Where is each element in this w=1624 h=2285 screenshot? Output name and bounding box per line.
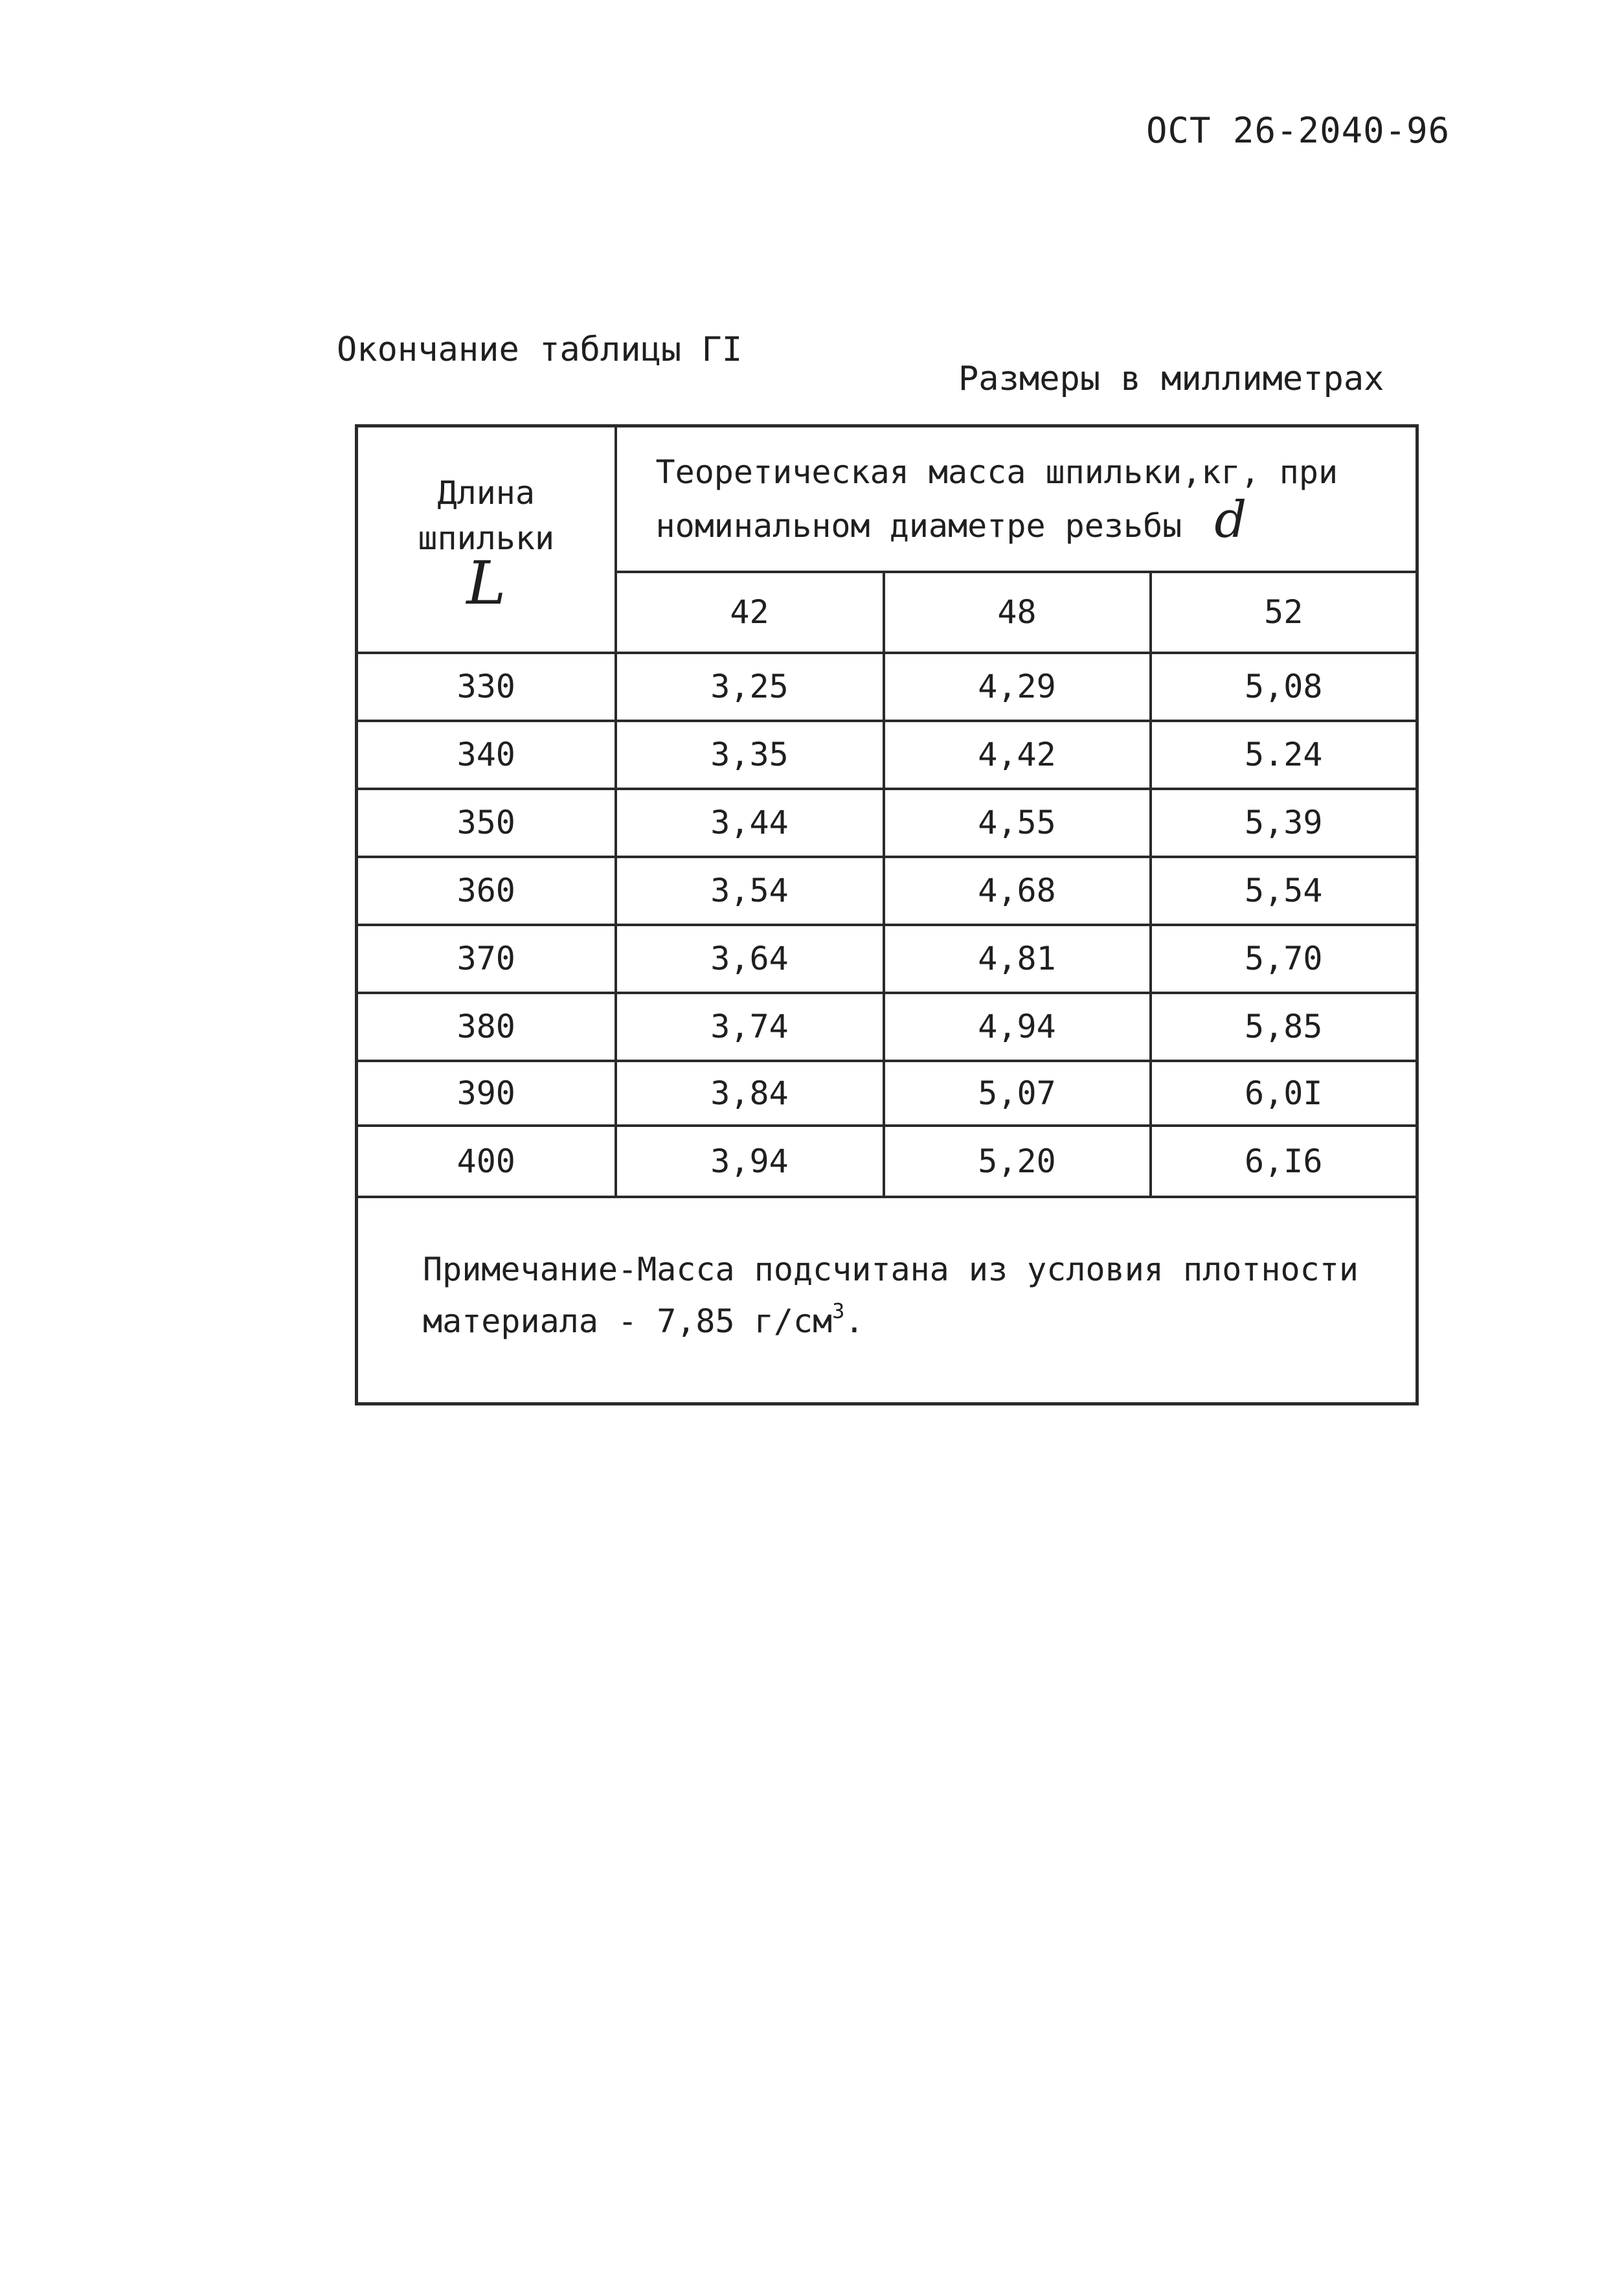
- table-note-row: [357, 1197, 1417, 1404]
- mass-header-line1: Теоретическая масса шпильки,кг, при: [655, 453, 1338, 491]
- mass-cell: 6,0I: [1151, 1061, 1417, 1126]
- mass-cell: 3,44: [616, 789, 884, 857]
- mass-cell: 5,08: [1151, 653, 1417, 721]
- diameter-symbol: d: [1214, 490, 1247, 549]
- mass-table: [355, 424, 1419, 1405]
- diameter-cell: 48: [884, 572, 1151, 653]
- mass-header-line2: [655, 490, 1416, 550]
- length-header-cell: [357, 426, 616, 653]
- document-code: ОСТ 26-2040-96: [1146, 110, 1450, 151]
- mass-cell: 5,54: [1151, 857, 1417, 925]
- table-row: [357, 993, 1417, 1061]
- length-symbol: L: [466, 548, 506, 618]
- table-header-row: [357, 426, 1417, 572]
- table-caption: Окончание таблицы ГI: [337, 330, 743, 369]
- mass-cell: 4,29: [884, 653, 1151, 721]
- length-header-line1: Длина: [437, 473, 535, 512]
- diameter-cell: 42: [616, 572, 884, 653]
- mass-cell: 5,70: [1151, 925, 1417, 993]
- length-cell: 390: [357, 1061, 616, 1126]
- mass-cell: 5,39: [1151, 789, 1417, 857]
- mass-cell: 5,07: [884, 1061, 1151, 1126]
- mass-cell: 3,64: [616, 925, 884, 993]
- length-cell: 360: [357, 857, 616, 925]
- mass-cell: 3,74: [616, 993, 884, 1061]
- table-row: [357, 789, 1417, 857]
- mass-cell: 3,54: [616, 857, 884, 925]
- mass-cell: 4,94: [884, 993, 1151, 1061]
- mass-cell: 4,81: [884, 925, 1151, 993]
- length-cell: 370: [357, 925, 616, 993]
- table-row: [357, 1061, 1417, 1126]
- length-cell: 340: [357, 721, 616, 789]
- table-row: [357, 721, 1417, 789]
- mass-cell: 5,20: [884, 1126, 1151, 1197]
- note-line2-text: материала - 7,85 г/см: [423, 1302, 833, 1340]
- length-cell: 400: [357, 1126, 616, 1197]
- mass-cell: 3,35: [616, 721, 884, 789]
- table-row: [357, 653, 1417, 721]
- mass-header-line2-text: номинальном диаметре резьбы: [655, 506, 1182, 545]
- units-note: Размеры в миллиметрах: [958, 359, 1384, 398]
- note-superscript: 3: [832, 1298, 845, 1323]
- mass-cell: 4,42: [884, 721, 1151, 789]
- table-row: [357, 1126, 1417, 1197]
- length-header-line2: шпильки: [418, 519, 555, 557]
- mass-cell: 4,55: [884, 789, 1151, 857]
- table-row: [357, 857, 1417, 925]
- note-line1: Примечание-Масса подсчитана из условия плотности: [423, 1250, 1359, 1288]
- note-end: .: [844, 1302, 864, 1340]
- mass-header-cell: [616, 426, 1417, 572]
- mass-cell: 5,85: [1151, 993, 1417, 1061]
- note-line2: [423, 1295, 1377, 1347]
- length-cell: 330: [357, 653, 616, 721]
- mass-cell: 3,25: [616, 653, 884, 721]
- table-row: [357, 925, 1417, 993]
- table-note: [357, 1197, 1417, 1404]
- mass-cell: 3,84: [616, 1061, 884, 1126]
- length-cell: 380: [357, 993, 616, 1061]
- mass-cell: 3,94: [616, 1126, 884, 1197]
- mass-cell: 6,I6: [1151, 1126, 1417, 1197]
- length-cell: 350: [357, 789, 616, 857]
- mass-cell: 4,68: [884, 857, 1151, 925]
- mass-cell: 5.24: [1151, 721, 1417, 789]
- diameter-cell: 52: [1151, 572, 1417, 653]
